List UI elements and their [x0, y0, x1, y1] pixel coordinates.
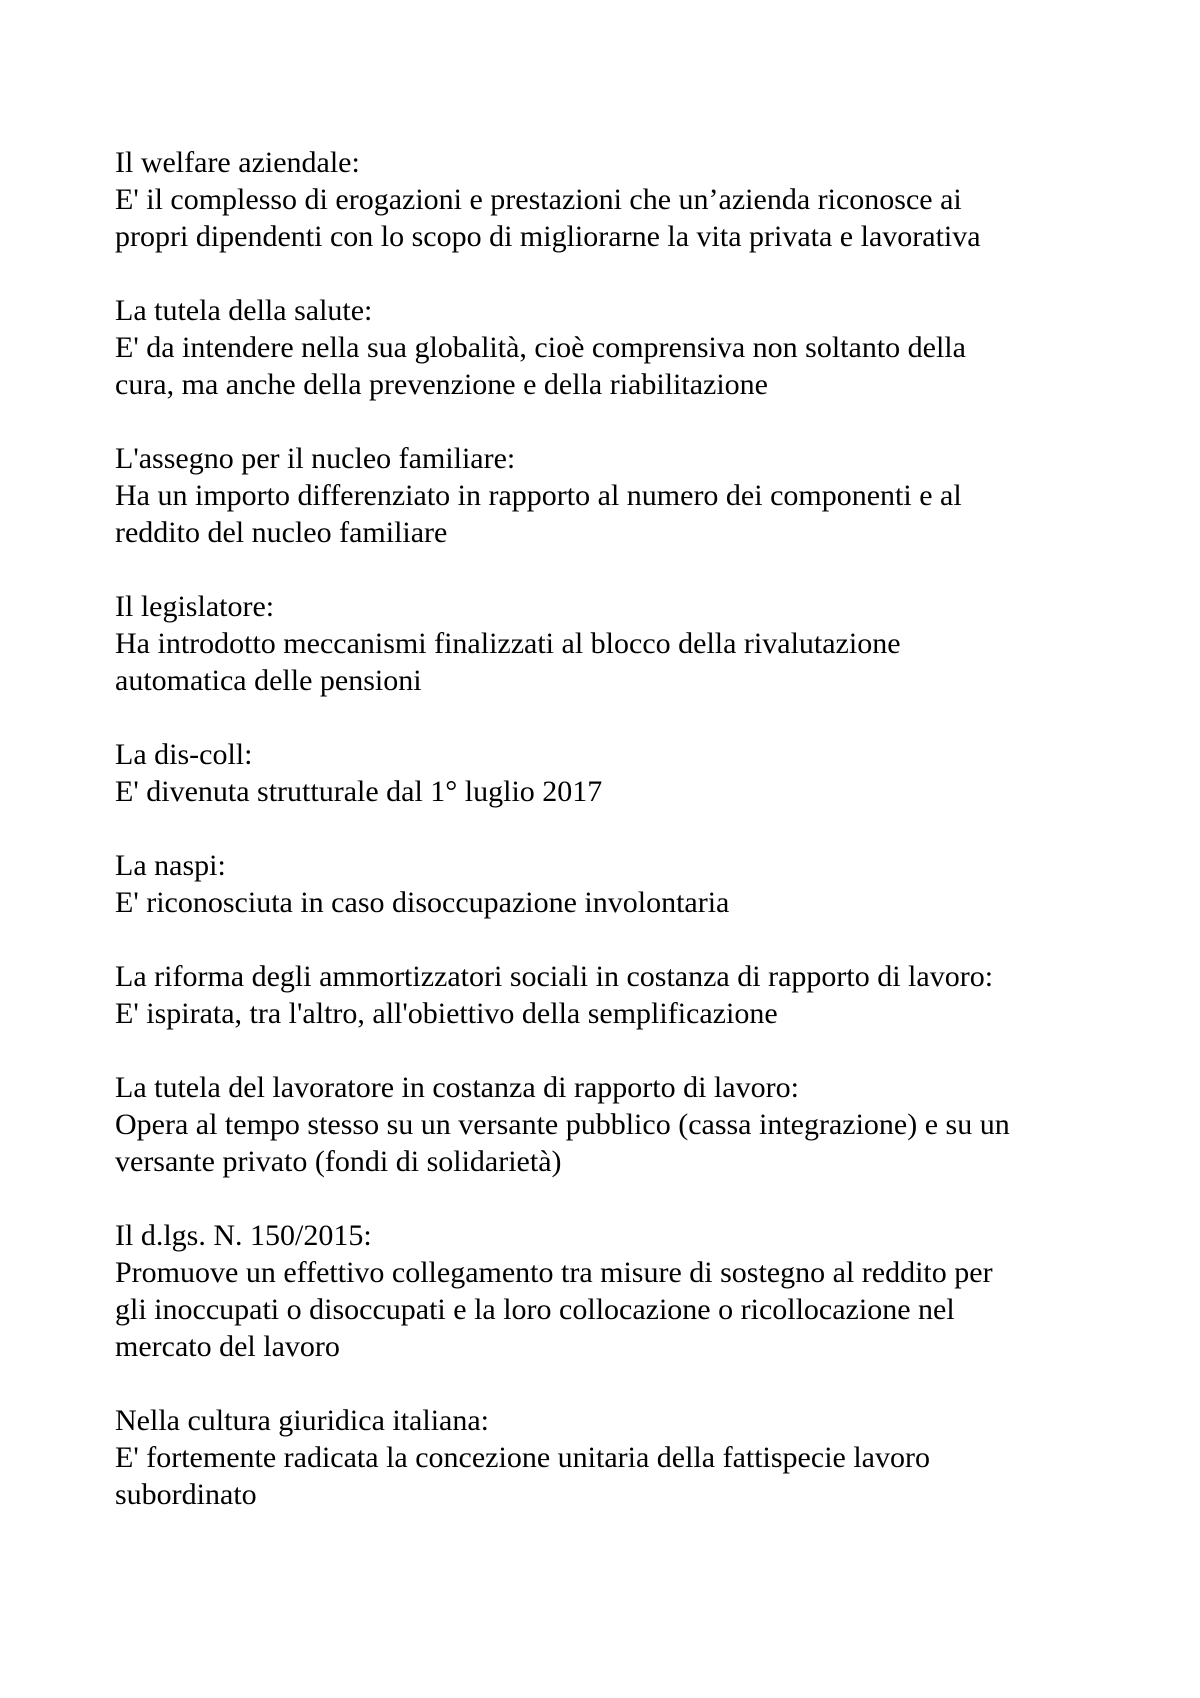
entry-tutela-salute: [115, 292, 1092, 403]
entry-tutela-lavoratore: [115, 1069, 1092, 1180]
entry-answer-line: E' il complesso di erogazioni e prestazioni che un’azienda riconosce ai: [115, 183, 962, 216]
entry-answer-line: reddito del nucleo familiare: [115, 516, 448, 549]
entry-riforma-ammortizzatori: [115, 958, 1092, 1032]
entry-naspi: [115, 847, 1092, 921]
entry-assegno-nucleo-familiare: [115, 440, 1092, 551]
entry-answer-line: Ha un importo differenziato in rapporto al numero dei componenti e al: [115, 479, 962, 512]
entry-heading: Nella cultura giuridica italiana:: [115, 1404, 490, 1437]
entry-heading: L'assegno per il nucleo familiare:: [115, 442, 516, 475]
entry-answer-line: Opera al tempo stesso su un versante pubblico (cassa integrazione) e su un: [115, 1108, 1010, 1141]
entry-heading: La tutela del lavoratore in costanza di rapporto di lavoro:: [115, 1071, 799, 1104]
entry-answer-line: Promuove un effettivo collegamento tra misure di sostegno al reddito per: [115, 1256, 993, 1289]
entry-welfare-aziendale: [115, 144, 1092, 255]
entry-dlgs-150-2015: [115, 1217, 1092, 1365]
entry-answer-line: mercato del lavoro: [115, 1330, 340, 1363]
entry-answer-line: versante privato (fondi di solidarietà): [115, 1145, 562, 1178]
entry-heading: Il d.lgs. N. 150/2015:: [115, 1219, 372, 1252]
entry-answer-line: subordinato: [115, 1478, 257, 1511]
entry-answer-line: E' fortemente radicata la concezione unitaria della fattispecie lavoro: [115, 1441, 930, 1474]
entry-heading: La riforma degli ammortizzatori sociali in costanza di rapporto di lavoro:: [115, 960, 994, 993]
entry-heading: Il welfare aziendale:: [115, 146, 360, 179]
entry-answer-line: E' ispirata, tra l'altro, all'obiettivo della semplificazione: [115, 997, 778, 1030]
entry-heading: La tutela della salute:: [115, 294, 373, 327]
entry-answer-line: Ha introdotto meccanismi finalizzati al blocco della rivalutazione: [115, 627, 901, 660]
entry-heading: Il legislatore:: [115, 590, 275, 623]
entry-answer-line: cura, ma anche della prevenzione e della riabilitazione: [115, 368, 768, 401]
entry-legislatore: [115, 588, 1092, 699]
entry-heading: La dis-coll:: [115, 738, 253, 771]
entry-answer-line: automatica delle pensioni: [115, 664, 422, 697]
entry-cultura-giuridica: [115, 1402, 1092, 1513]
entry-answer-line: E' riconosciuta in caso disoccupazione involontaria: [115, 886, 730, 919]
entry-answer-line: E' da intendere nella sua globalità, cioè comprensiva non soltanto della: [115, 331, 966, 364]
entry-dis-coll: [115, 736, 1092, 810]
document-body: [115, 144, 1092, 1550]
entry-answer-line: propri dipendenti con lo scopo di migliorarne la vita privata e lavorativa: [115, 220, 981, 253]
entry-answer-line: gli inoccupati o disoccupati e la loro collocazione o ricollocazione nel: [115, 1293, 955, 1326]
entry-heading: La naspi:: [115, 849, 226, 882]
entry-answer-line: E' divenuta strutturale dal 1° luglio 2017: [115, 775, 603, 808]
